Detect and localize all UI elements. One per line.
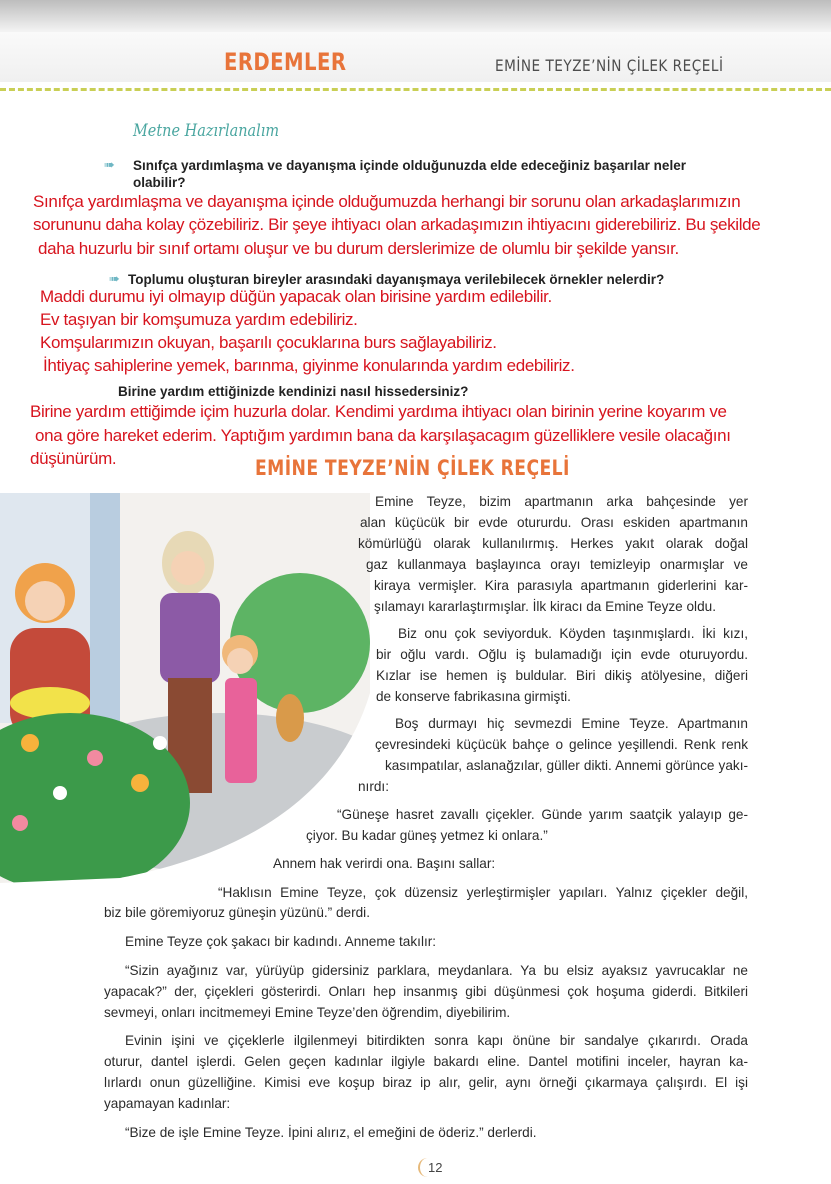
unit-brand-title: ERDEMLER [224,48,347,76]
answer-3-line: ona göre hareket ederim. Yaptığım yardımın bana da karşılaşacagım güzelliklere vesile olacağını [35,426,731,445]
section-title: Metne Hazırlanalım [133,121,280,141]
girl-figure [222,635,258,783]
story-line: “Güneşe hasret zavallı çiçekler. Günde yarım saatçik yalayıp ge- [337,807,748,822]
answer-2-line: Maddi durumu iyi olmayıp düğün yapacak olan birisine yardım edilebilir. [40,287,552,306]
question-1-line: Sınıfça yardımlaşma ve dayanışma içinde olduğunuzda elde edeceğiniz başarılar neler [133,158,686,173]
header-story-title: EMİNE TEYZE’NİN ÇİLEK REÇELİ [495,56,724,75]
dashed-divider [0,88,831,91]
answer-1-line: daha huzurlu bir sınıf ortamı oluşur ve bu durum derslerimize de olumlu bir şekilde yansır. [38,239,679,258]
story-line: Kızlar ise hemen iş buldular. Biri dikiş atölyesine, diğeri [376,668,748,683]
top-shadow-bar [0,0,831,32]
story-line: bir oğlu vardı. Oğlu iş bulamadığı için evde oturuyordu. [376,647,748,662]
story-line: nırdı: [358,779,389,794]
story-line: lırlardı onun güzelliğine. Kimisi eve koşup biraz ip alır, gelir, aynı örneği çıkarmaya çalışırdı. El işi [104,1075,748,1090]
story-line: Annem hak verirdi ona. Başını sallar: [273,856,496,871]
story-line: oturur, dantel işlerdi. Gelen geçen kadınlar ilgiyle bakardı eline. Dantel motifini inceler, hayran ka- [104,1054,748,1069]
story-line: kiraya vermişler. Kira parasıyla apartmanın giderlerini kar- [374,578,748,593]
story-line: yapamayan kadınlar: [104,1096,231,1111]
story-line: gaz kullanmaya başlayınca orayı temizleyip onarmışlar ve [366,557,748,572]
story-line: “Haklısın Emine Teyze, çok düzensiz yerleştirmişler yapıları. Yalnız çiçekler değil, [218,885,748,900]
story-line: Emine Teyze çok şakacı bir kadındı. Anneme takılır: [125,934,437,949]
question-3-line: Birine yardım ettiğinizde kendinizi nasıl hissedersiniz? [118,384,469,399]
answer-2-line: İhtiyaç sahiplerine yemek, barınma, giyinme konularında yardım edebiliriz. [43,356,575,375]
answer-2-line: Ev taşıyan bir komşumuza yardım edebiliriz. [40,310,358,329]
story-line: kasımpatılar, aslanağzılar, güller dikti. Annemi görünce yakı- [385,758,748,773]
answer-2-line: Komşularımızın okuyan, başarılı çocuklarına burs sağlayabiliriz. [40,333,497,352]
arrow-bullet-icon: ➠ [104,157,115,172]
story-line: şılamayı kararlaştırmışlar. İlk kiracı da Emine Teyze oldu. [374,599,716,614]
question-2-line: Toplumu oluşturan bireyler arasındaki dayanışmaya verilebilecek örnekler nelerdir? [128,272,665,287]
story-line: sevmeyi, onları incitmemeyi Emine Teyze’den öğrendim, diyebilirim. [104,1005,511,1020]
page-number: 12 [418,1158,448,1177]
story-line: Evinin işini ve çiçeklerle ilgilenmeyi bitirdikten sonra kapı önüne bir sandalye çıkarırdı. Orada [125,1033,748,1048]
story-line: Biz onu çok seviyorduk. Köyden taşınmışlardı. İki kızı, [398,626,748,641]
story-title: EMİNE TEYZE’NİN ÇİLEK REÇELİ [255,456,570,480]
story-line: “Bize de işle Emine Teyze. İpini alırız, el emeğini de öderiz.” derlerdi. [125,1125,537,1140]
story-line: yapacak?” der, çiçekleri gösterirdi. Onları hep insanmış gibi düşünmesi çok hoşuma giderdi. Bitkileri [104,984,748,999]
story-line: de konserve fabrikasına girmişti. [376,689,571,704]
story-line: alan küçücük bir evde otururdu. Orası eskiden apartmanın [360,515,748,530]
question-1-line: olabilir? [133,175,186,190]
story-line: çevresindeki küçücük bahçe o gelince yeşillendi. Renk renk [375,737,748,752]
story-illustration [0,493,370,883]
story-line: “Sizin ayağınız var, yürüyüp gidersiniz parklara, meydanlara. Ya bu elsiz ayaksız yavrucaklar ne [125,963,748,978]
story-line: çiyor. Bu kadar güneş yetmez ki onlara.” [306,828,548,843]
story-line: biz bile göremiyoruz güneşin yüzünü.” derdi. [104,905,370,920]
story-line: Emine Teyze, bizim apartmanın arka bahçesinde yer [375,494,748,509]
story-line: Boş durmayı hiç sevmezdi Emine Teyze. Apartmanın [395,716,748,731]
answer-3-line: Birine yardım ettiğimde içim huzurla dolar. Kendimi yardıma ihtiyacı olan birinin yerine koyarım ve [30,402,727,421]
answer-3-line: düşünürüm. [30,449,117,468]
story-line: kömürlüğü olarak kullanılırmış. Herkes yakıt olarak doğal [358,536,748,551]
arrow-bullet-icon: ➠ [109,271,120,286]
answer-1-line: Sınıfça yardımlaşma ve dayanışma içinde olduğumuzda herhangi bir sorunu olan arkadaşlarımızın [33,192,741,211]
cat-figure [276,694,304,742]
answer-1-line: sorununu daha kolay çözebiliriz. Bir şeye ihtiyacı olan arkadaşımızın ihtiyacını giderebiliriz. Bu şekilde [33,215,761,234]
